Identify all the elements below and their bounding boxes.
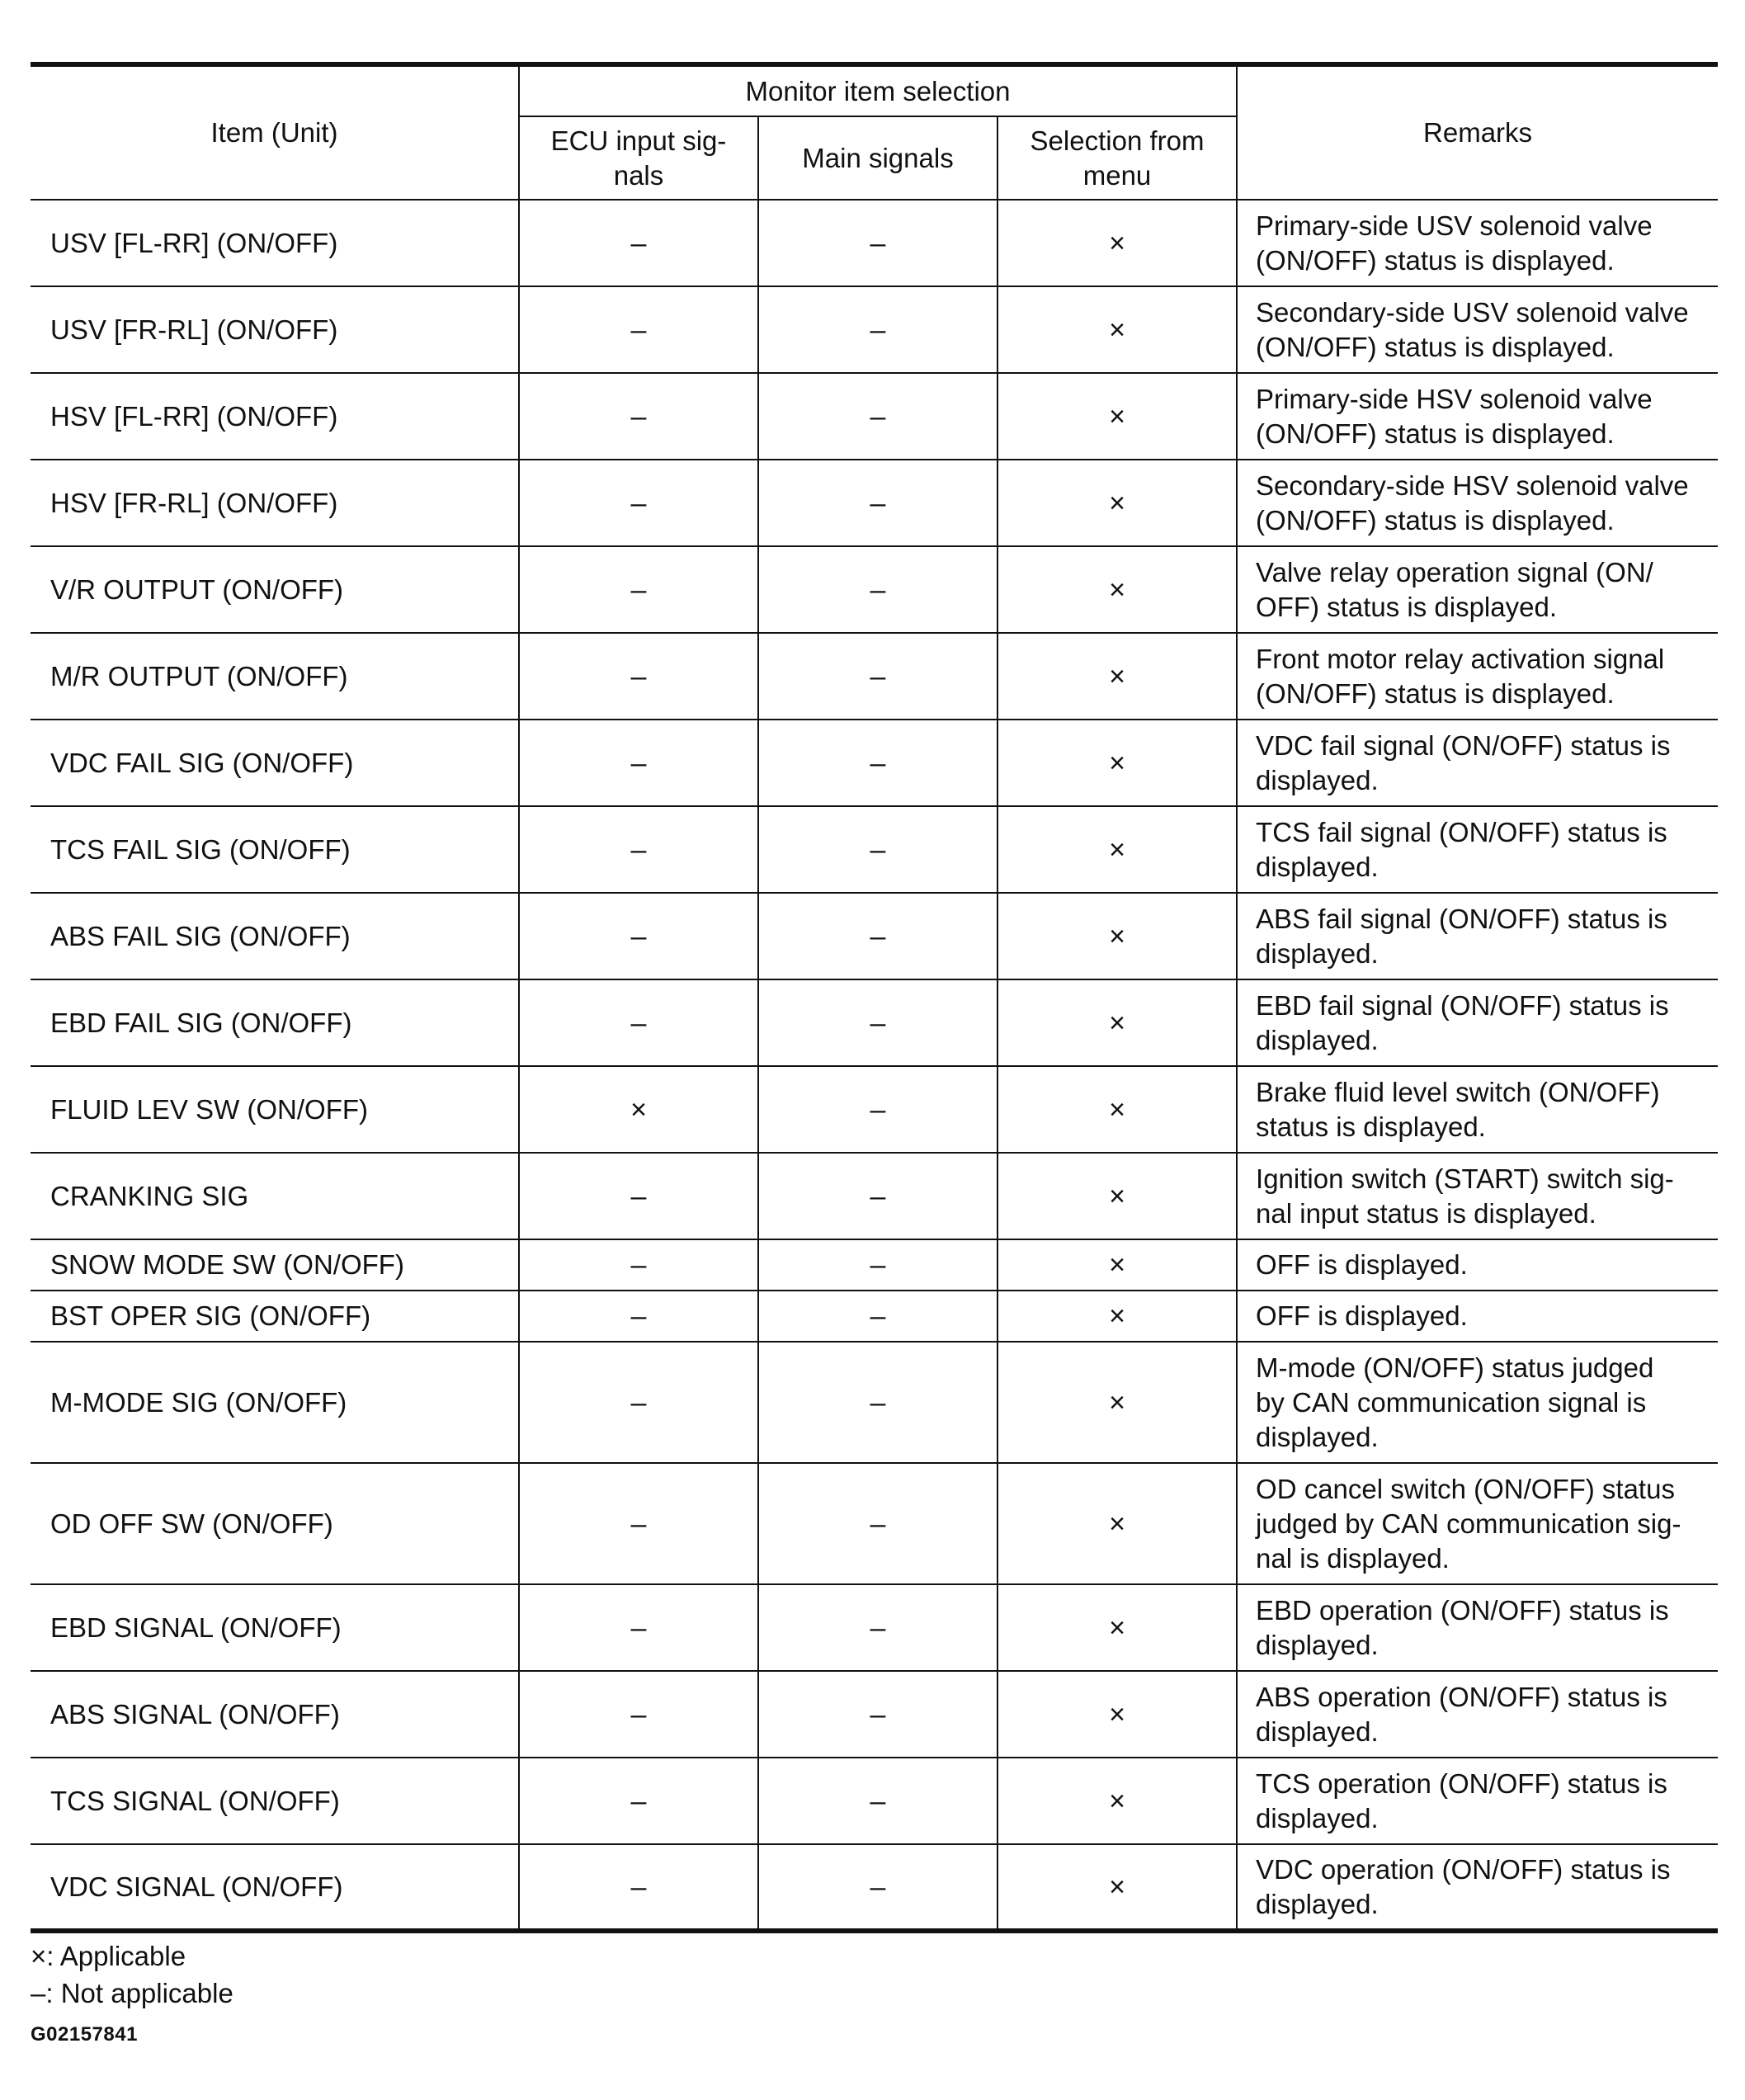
ecu-input-cell: – xyxy=(519,286,758,373)
item-cell: USV [FL-RR] (ON/OFF) xyxy=(31,200,519,286)
selection-menu-cell: × xyxy=(997,1153,1237,1239)
table-header xyxy=(31,64,1718,200)
table-row xyxy=(31,1463,1718,1584)
main-signals-cell: – xyxy=(758,806,997,893)
remarks-cell: ABS fail signal (ON/OFF) status is displayed. xyxy=(1237,893,1718,979)
item-cell: SNOW MODE SW (ON/OFF) xyxy=(31,1239,519,1291)
ecu-input-cell: – xyxy=(519,893,758,979)
remarks-cell: Primary-side HSV solenoid valve (ON/OFF) status is displayed. xyxy=(1237,373,1718,460)
remarks-cell: Ignition switch (START) switch sig- nal input status is displayed. xyxy=(1237,1153,1718,1239)
main-signals-cell: – xyxy=(758,633,997,720)
main-signals-cell: – xyxy=(758,1844,997,1931)
header-selection-from-menu: Selection from menu xyxy=(997,116,1237,200)
remarks-cell: Brake fluid level switch (ON/OFF) status is displayed. xyxy=(1237,1066,1718,1153)
remarks-cell: Secondary-side USV solenoid valve (ON/OFF) status is displayed. xyxy=(1237,286,1718,373)
remarks-cell: TCS fail signal (ON/OFF) status is displayed. xyxy=(1237,806,1718,893)
header-monitor-item-selection: Monitor item selection xyxy=(519,64,1237,116)
remarks-cell: OFF is displayed. xyxy=(1237,1239,1718,1291)
main-signals-cell: – xyxy=(758,1066,997,1153)
main-signals-cell: – xyxy=(758,1153,997,1239)
item-cell: OD OFF SW (ON/OFF) xyxy=(31,1463,519,1584)
ecu-input-cell: – xyxy=(519,633,758,720)
table-row xyxy=(31,1584,1718,1671)
selection-menu-cell: × xyxy=(997,546,1237,633)
ecu-input-cell: – xyxy=(519,1153,758,1239)
remarks-cell: OD cancel switch (ON/OFF) status judged by CAN communication sig- nal is displayed. xyxy=(1237,1463,1718,1584)
selection-menu-cell: × xyxy=(997,979,1237,1066)
monitor-item-table xyxy=(31,62,1718,1933)
monitor-item-table-container xyxy=(31,62,1718,1933)
ecu-input-cell: – xyxy=(519,1291,758,1342)
ecu-input-cell: – xyxy=(519,1671,758,1758)
table-row xyxy=(31,200,1718,286)
selection-menu-cell: × xyxy=(997,460,1237,546)
ecu-input-cell: – xyxy=(519,200,758,286)
ecu-input-cell: – xyxy=(519,720,758,806)
ecu-input-cell: – xyxy=(519,1584,758,1671)
table-row xyxy=(31,893,1718,979)
item-cell: HSV [FL-RR] (ON/OFF) xyxy=(31,373,519,460)
table-row xyxy=(31,1671,1718,1758)
main-signals-cell: – xyxy=(758,979,997,1066)
legend-applicable: ×: Applicable xyxy=(31,1941,186,1971)
selection-menu-cell: × xyxy=(997,1671,1237,1758)
main-signals-cell: – xyxy=(758,1758,997,1844)
main-signals-cell: – xyxy=(758,1584,997,1671)
selection-menu-cell: × xyxy=(997,1066,1237,1153)
remarks-cell: VDC operation (ON/OFF) status is displayed. xyxy=(1237,1844,1718,1931)
selection-menu-cell: × xyxy=(997,373,1237,460)
figure-id: G02157841 xyxy=(31,2023,138,2046)
table-row xyxy=(31,1844,1718,1931)
table-body xyxy=(31,200,1718,1931)
ecu-input-cell: – xyxy=(519,1758,758,1844)
item-cell: M/R OUTPUT (ON/OFF) xyxy=(31,633,519,720)
ecu-input-cell: – xyxy=(519,979,758,1066)
main-signals-cell: – xyxy=(758,286,997,373)
main-signals-cell: – xyxy=(758,1463,997,1584)
remarks-cell: TCS operation (ON/OFF) status is displayed. xyxy=(1237,1758,1718,1844)
table-row xyxy=(31,1153,1718,1239)
main-signals-cell: – xyxy=(758,893,997,979)
item-cell: M-MODE SIG (ON/OFF) xyxy=(31,1342,519,1463)
ecu-input-cell: – xyxy=(519,806,758,893)
legend-not-applicable: –: Not applicable xyxy=(31,1978,233,2008)
selection-menu-cell: × xyxy=(997,806,1237,893)
selection-menu-cell: × xyxy=(997,1758,1237,1844)
selection-menu-cell: × xyxy=(997,1463,1237,1584)
item-cell: VDC FAIL SIG (ON/OFF) xyxy=(31,720,519,806)
item-cell: ABS SIGNAL (ON/OFF) xyxy=(31,1671,519,1758)
table-row xyxy=(31,1342,1718,1463)
remarks-cell: EBD operation (ON/OFF) status is displayed. xyxy=(1237,1584,1718,1671)
table-row xyxy=(31,1066,1718,1153)
remarks-cell: OFF is displayed. xyxy=(1237,1291,1718,1342)
item-cell: V/R OUTPUT (ON/OFF) xyxy=(31,546,519,633)
table-row xyxy=(31,460,1718,546)
ecu-input-cell: – xyxy=(519,460,758,546)
item-cell: CRANKING SIG xyxy=(31,1153,519,1239)
table-row xyxy=(31,1239,1718,1291)
main-signals-cell: – xyxy=(758,373,997,460)
ecu-input-cell: – xyxy=(519,1239,758,1291)
table-row xyxy=(31,633,1718,720)
remarks-cell: VDC fail signal (ON/OFF) status is displayed. xyxy=(1237,720,1718,806)
item-cell: TCS SIGNAL (ON/OFF) xyxy=(31,1758,519,1844)
selection-menu-cell: × xyxy=(997,200,1237,286)
header-remarks: Remarks xyxy=(1237,64,1718,200)
main-signals-cell: – xyxy=(758,1239,997,1291)
main-signals-cell: – xyxy=(758,1291,997,1342)
main-signals-cell: – xyxy=(758,460,997,546)
selection-menu-cell: × xyxy=(997,286,1237,373)
ecu-input-cell: – xyxy=(519,546,758,633)
main-signals-cell: – xyxy=(758,1342,997,1463)
header-main-signals: Main signals xyxy=(758,116,997,200)
legend xyxy=(31,1937,233,2012)
ecu-input-cell: – xyxy=(519,373,758,460)
remarks-cell: Front motor relay activation signal (ON/OFF) status is displayed. xyxy=(1237,633,1718,720)
header-ecu-input-signals: ECU input sig- nals xyxy=(519,116,758,200)
item-cell: EBD SIGNAL (ON/OFF) xyxy=(31,1584,519,1671)
selection-menu-cell: × xyxy=(997,633,1237,720)
table-row xyxy=(31,806,1718,893)
table-row xyxy=(31,1758,1718,1844)
item-cell: FLUID LEV SW (ON/OFF) xyxy=(31,1066,519,1153)
main-signals-cell: – xyxy=(758,720,997,806)
remarks-cell: Primary-side USV solenoid valve (ON/OFF) status is displayed. xyxy=(1237,200,1718,286)
table-row xyxy=(31,1291,1718,1342)
selection-menu-cell: × xyxy=(997,1844,1237,1931)
table-row xyxy=(31,720,1718,806)
ecu-input-cell: × xyxy=(519,1066,758,1153)
item-cell: ABS FAIL SIG (ON/OFF) xyxy=(31,893,519,979)
remarks-cell: ABS operation (ON/OFF) status is displayed. xyxy=(1237,1671,1718,1758)
item-cell: USV [FR-RL] (ON/OFF) xyxy=(31,286,519,373)
main-signals-cell: – xyxy=(758,1671,997,1758)
selection-menu-cell: × xyxy=(997,893,1237,979)
remarks-cell: EBD fail signal (ON/OFF) status is displayed. xyxy=(1237,979,1718,1066)
item-cell: HSV [FR-RL] (ON/OFF) xyxy=(31,460,519,546)
item-cell: BST OPER SIG (ON/OFF) xyxy=(31,1291,519,1342)
item-cell: VDC SIGNAL (ON/OFF) xyxy=(31,1844,519,1931)
item-cell: TCS FAIL SIG (ON/OFF) xyxy=(31,806,519,893)
main-signals-cell: – xyxy=(758,200,997,286)
main-signals-cell: – xyxy=(758,546,997,633)
selection-menu-cell: × xyxy=(997,1291,1237,1342)
table-row xyxy=(31,373,1718,460)
ecu-input-cell: – xyxy=(519,1844,758,1931)
remarks-cell: Valve relay operation signal (ON/ OFF) status is displayed. xyxy=(1237,546,1718,633)
header-item-unit: Item (Unit) xyxy=(31,64,519,200)
table-row xyxy=(31,979,1718,1066)
table-row xyxy=(31,286,1718,373)
selection-menu-cell: × xyxy=(997,720,1237,806)
selection-menu-cell: × xyxy=(997,1342,1237,1463)
ecu-input-cell: – xyxy=(519,1342,758,1463)
remarks-cell: M-mode (ON/OFF) status judged by CAN communication signal is displayed. xyxy=(1237,1342,1718,1463)
item-cell: EBD FAIL SIG (ON/OFF) xyxy=(31,979,519,1066)
selection-menu-cell: × xyxy=(997,1584,1237,1671)
ecu-input-cell: – xyxy=(519,1463,758,1584)
remarks-cell: Secondary-side HSV solenoid valve (ON/OFF) status is displayed. xyxy=(1237,460,1718,546)
table-row xyxy=(31,546,1718,633)
selection-menu-cell: × xyxy=(997,1239,1237,1291)
